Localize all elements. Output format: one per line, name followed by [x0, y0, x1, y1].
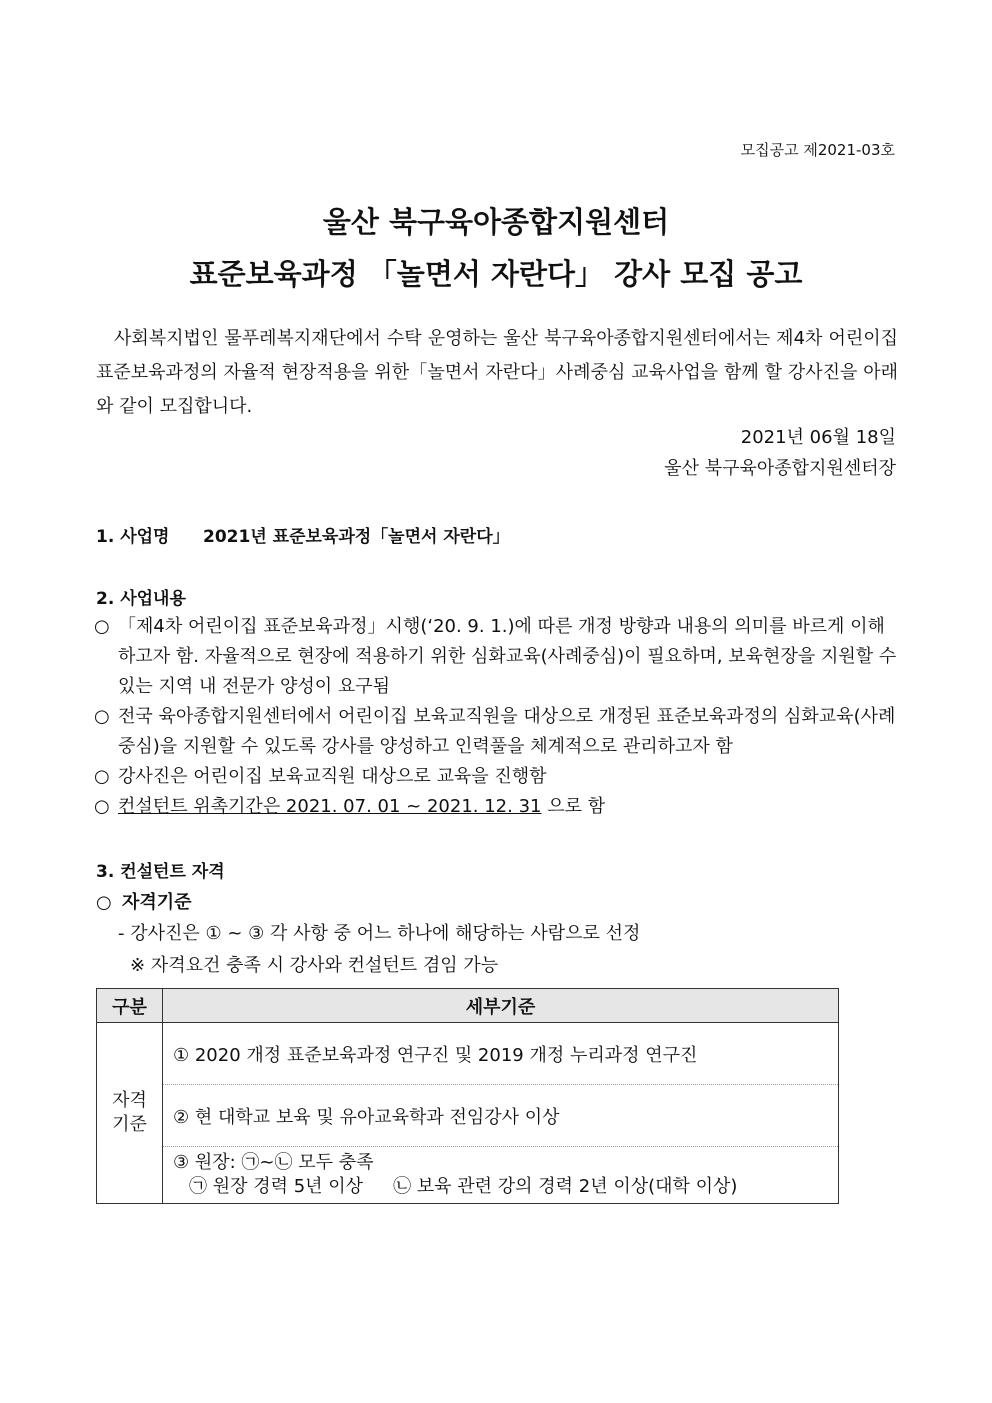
list-item — [94, 792, 898, 822]
list-item — [94, 612, 898, 702]
section-1-value: 2021년 표준보육과정「놀면서 자란다」 — [203, 527, 510, 547]
circle-bullet-icon: ○ — [94, 706, 110, 727]
table-header-row — [97, 989, 839, 1023]
notice-date: 2021년 06월 18일 — [740, 427, 896, 448]
list-item-text: 「제4차 어린이집 표준보육과정」시행(‘20. 9. 1.)에 따른 개정 방향과 내용의 의미를 바르게 이해하고자 함. 자율적으로 현장에 적용하기 위한 심화교육(사례중심)이 필요하며, 보육현장을 지원할 수 있는 지역 내 전문가 양성이 요구됨 — [118, 616, 897, 697]
circle-bullet-icon: ○ — [94, 796, 110, 817]
list-item-text: 으로 함 — [541, 796, 606, 817]
qualification-heading-text: 자격기준 — [122, 892, 192, 913]
qualification-heading — [96, 888, 192, 914]
qualification-line-1: - 강사진은 ① ~ ③ 각 사항 중 어느 하나에 해당하는 사람으로 선정 — [118, 923, 641, 944]
criteria-3-a: ㉠ 원장 경력 5년 이상 — [189, 1176, 364, 1197]
intro-text: 사회복지법인 물푸레복지재단에서 수탁 운영하는 울산 북구육아종합지원센터에서는 제4차 어린이집 표준보육과정의 자율적 현장적용을 위한「놀면서 자란다」사례중심 교육사업을 함께 할 강사진을 아래와 같이 모집합니다. — [96, 328, 898, 417]
header-details: 세부기준 — [163, 989, 839, 1023]
intro-paragraph — [96, 322, 898, 424]
criteria-3-b: ㉡ 보육 관련 강의 경력 2년 이상(대학 이상) — [393, 1176, 738, 1197]
title-line-2: 표준보육과정 「놀면서 자란다」 강사 모집 공고 — [189, 257, 803, 291]
criteria-3 — [163, 1147, 839, 1204]
qualification-note: ※ 자격요건 충족 시 강사와 컨설턴트 겸임 가능 — [130, 955, 499, 976]
criteria-table — [96, 988, 839, 1204]
notice-number: 모집공고 제2021-03호 — [740, 141, 895, 159]
section-1-label: 1. 사업명 — [96, 527, 170, 547]
header-category: 구분 — [97, 989, 163, 1023]
title-line-1: 울산 북구육아종합지원센터 — [322, 205, 670, 239]
table-row — [97, 1085, 839, 1147]
category-cell — [97, 1023, 163, 1204]
section-2-bullets — [94, 612, 898, 822]
list-item — [94, 762, 898, 792]
table-row — [97, 1023, 839, 1085]
section-2-heading: 2. 사업내용 — [96, 589, 186, 609]
criteria-2: ② 현 대학교 보육 및 유아교육학과 전임강사 이상 — [163, 1085, 839, 1147]
section-3-heading: 3. 컨설턴트 자격 — [96, 862, 225, 882]
consultant-period: 컨설턴트 위촉기간은 2021. 07. 01 ~ 2021. 12. 31 — [118, 796, 542, 817]
circle-bullet-icon: ○ — [94, 766, 110, 787]
criteria-1: ① 2020 개정 표준보육과정 연구진 및 2019 개정 누리과정 연구진 — [163, 1023, 839, 1085]
list-item-text: 전국 육아종합지원센터에서 어린이집 보육교직원을 대상으로 개정된 표준보육과정의 심화교육(사례중심)을 지원할 수 있도록 강사를 양성하고 인력풀을 체계적으로 관리하고자 함 — [118, 706, 896, 757]
table-row — [97, 1147, 839, 1204]
criteria-3-line-1: ③ 원장: ㉠~㉡ 모두 충족 — [173, 1152, 374, 1173]
list-item-text: 강사진은 어린이집 보육교직원 대상으로 교육을 진행함 — [118, 766, 547, 787]
category-line-1: 자격 — [112, 1090, 147, 1111]
circle-bullet-icon: ○ — [94, 616, 110, 637]
criteria-3-line-2 — [173, 1175, 838, 1199]
circle-bullet-icon: ○ — [96, 892, 112, 913]
signer: 울산 북구육아종합지원센터장 — [664, 458, 896, 479]
category-line-2: 기준 — [112, 1114, 147, 1135]
list-item — [94, 702, 898, 762]
section-1 — [96, 522, 510, 547]
